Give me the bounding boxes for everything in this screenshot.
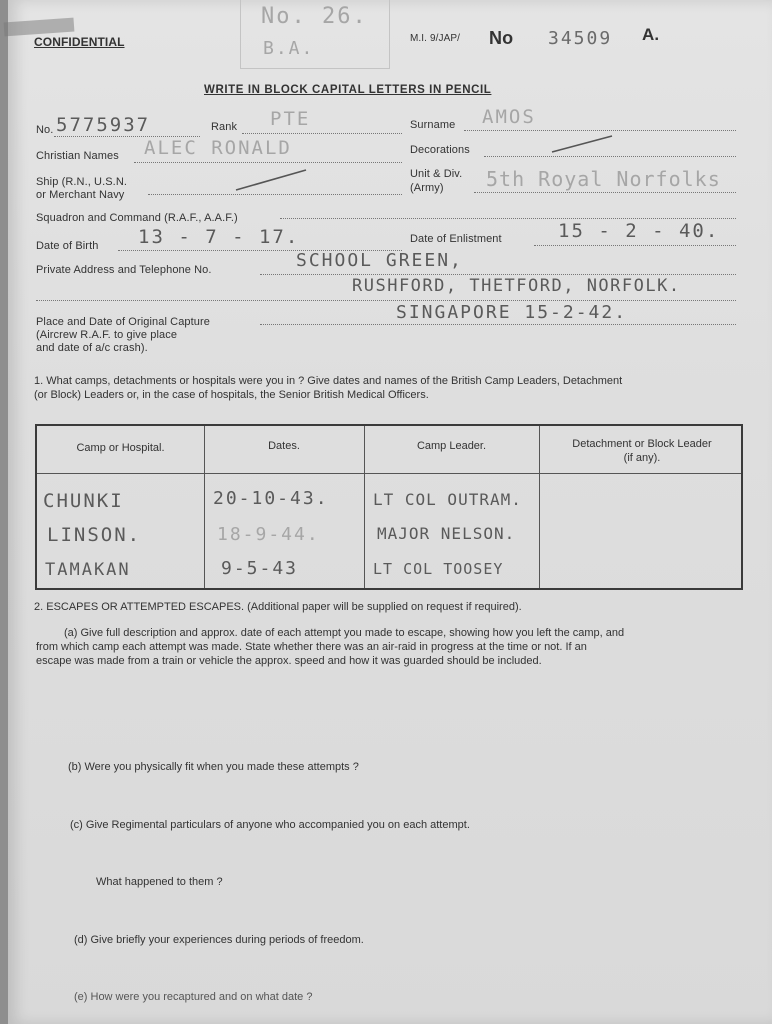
question-2d: (d) Give briefly your experiences during periods of freedom. <box>74 934 364 946</box>
table-cell-date: 9-5-43 <box>221 558 299 579</box>
christian-names-value: ALEC RONALD <box>144 137 292 159</box>
serial-suffix: A. <box>642 25 660 44</box>
table-cell-date: 20-10-43. <box>213 488 329 509</box>
question-2b: (b) Were you physically fit when you made these attempts ? <box>68 761 359 773</box>
ship-label-line2: or Merchant Navy <box>36 189 125 201</box>
adhesive-tape <box>4 18 75 37</box>
unit-value: 5th Royal Norfolks <box>486 167 721 191</box>
table-col-divider <box>539 426 540 588</box>
address-line1-value: SCHOOL GREEN, <box>296 250 463 271</box>
table-header-camp: Camp or Hospital. <box>76 442 165 454</box>
unit-label-line1: Unit & Div. <box>410 168 463 180</box>
rank-dotline <box>242 133 402 134</box>
capture-value: SINGAPORE 15-2-42. <box>396 302 628 323</box>
enlistment-label: Date of Enlistment <box>410 233 502 245</box>
decorations-nil-stroke <box>548 132 618 156</box>
classification-label: CONFIDENTIAL <box>34 35 125 49</box>
capture-label-line2: (Aircrew R.A.F. to give place <box>36 329 178 341</box>
question-2c: (c) Give Regimental particulars of anyone who accompanied you on each attempt. <box>70 819 470 831</box>
rank-label: Rank <box>211 121 238 133</box>
no-label: No. <box>36 124 54 136</box>
capture-dotline <box>260 324 736 325</box>
christian-names-label: Christian Names <box>36 150 119 162</box>
registry-stamp-box <box>240 0 390 69</box>
form-reference: M.I. 9/JAP/ <box>410 33 461 44</box>
form-page <box>8 0 772 1024</box>
surname-dotline <box>464 130 736 131</box>
ship-label-line1: Ship (R.N., U.S.N. <box>36 176 128 188</box>
question-1-line2: (or Block) Leaders or, in the case of hospitals, the Senior British Medical Officers. <box>34 389 429 401</box>
instruction-heading: WRITE IN BLOCK CAPITAL LETTERS IN PENCIL <box>204 84 492 96</box>
unit-label-line2: (Army) <box>410 182 444 194</box>
ship-nil-stroke <box>232 166 312 194</box>
number-symbol: No <box>489 28 514 48</box>
camps-table <box>35 424 743 590</box>
date-of-birth-label: Date of Birth <box>36 240 99 252</box>
decorations-label: Decorations <box>410 144 470 156</box>
address-dotline2 <box>36 300 736 301</box>
table-cell-leader: LT COL OUTRAM. <box>373 490 522 509</box>
question-2e: (e) How were you recaptured and on what date ? <box>74 991 313 1003</box>
question-2a-line2: from which camp each attempt was made. State whether there was an air-raid in progress at the time or not. If an <box>36 641 587 653</box>
rank-value: PTE <box>270 108 311 130</box>
ship-dotline <box>148 194 402 195</box>
capture-label-line3: and date of a/c crash). <box>36 342 148 354</box>
capture-label-line1: Place and Date of Original Capture <box>36 316 210 328</box>
surname-value: AMOS <box>482 106 536 128</box>
decorations-dotline <box>484 156 736 157</box>
table-cell-camp: CHUNKI <box>43 490 124 512</box>
table-header-dates: Dates. <box>268 440 300 452</box>
question-2a-line1: (a) Give full description and approx. date of each attempt you made to escape, showing how you left the camp, and <box>64 627 625 639</box>
question-2a-line3: escape was made from a train or vehicle the approx. speed and how it was guarded should be included. <box>36 655 542 667</box>
serial-number: 34509 <box>548 28 613 49</box>
enlistment-value: 15 - 2 - 40. <box>558 220 720 242</box>
question-1-line1: 1. What camps, detachments or hospitals were you in ? Give dates and names of the British Camp Leaders, Detachment <box>34 375 623 387</box>
date-of-birth-value: 13 - 7 - 17. <box>138 226 300 248</box>
unit-dotline <box>474 192 736 193</box>
squadron-label: Squadron and Command (R.A.F., A.A.F.) <box>36 212 238 224</box>
table-cell-leader: LT COL TOOSEY <box>373 560 504 578</box>
address-label: Private Address and Telephone No. <box>36 264 212 276</box>
squadron-dotline <box>280 218 736 219</box>
address-dotline1 <box>260 274 736 275</box>
surname-label: Surname <box>410 119 456 131</box>
table-cell-date: 18-9-44. <box>217 524 320 545</box>
table-cell-camp: TAMAKAN <box>45 560 131 580</box>
table-header-divider <box>37 473 741 474</box>
service-number-value: 5775937 <box>56 114 151 136</box>
stamp-number: No. 26. <box>261 4 368 29</box>
address-line2-value: RUSHFORD, THETFORD, NORFOLK. <box>352 276 681 296</box>
table-cell-leader: MAJOR NELSON. <box>377 524 516 543</box>
question-2c-followup: What happened to them ? <box>96 876 223 888</box>
stamp-initials: B.A. <box>263 38 315 59</box>
question-2-title: 2. ESCAPES OR ATTEMPTED ESCAPES. (Additional paper will be supplied on request if required). <box>34 601 522 613</box>
christian-names-dotline <box>134 162 402 163</box>
table-header-camp-leader: Camp Leader. <box>416 440 487 452</box>
table-header-detachment: Detachment or Block Leader (if any). <box>572 438 712 464</box>
table-cell-camp: LINSON. <box>47 524 142 546</box>
enlistment-dotline <box>534 245 736 246</box>
